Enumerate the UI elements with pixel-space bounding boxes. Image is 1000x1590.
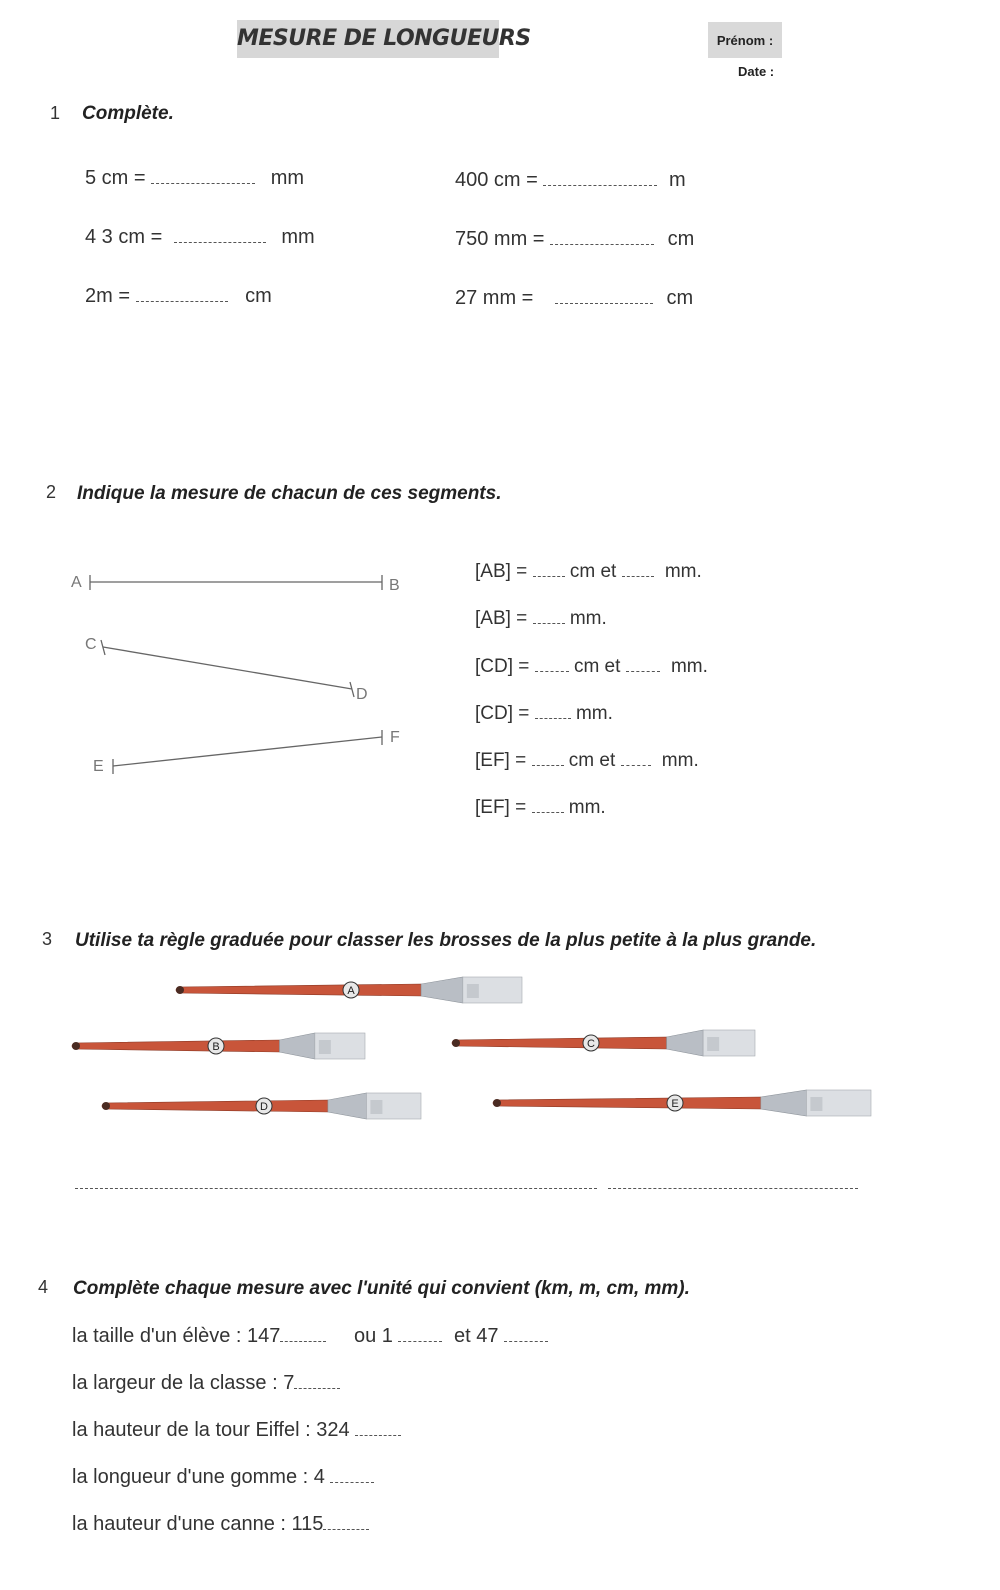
answer-blank[interactable] xyxy=(355,1421,401,1436)
q2-lhs: [EF] = xyxy=(475,750,527,771)
point-b-label: B xyxy=(389,577,400,594)
q2-lhs: [EF] = xyxy=(475,797,527,818)
q2-lhs: [AB] = xyxy=(475,561,528,582)
ranking-answer-line[interactable] xyxy=(608,1188,858,1189)
q1-unit: m xyxy=(668,169,686,191)
q1-unit: cm xyxy=(245,285,272,307)
answer-blank[interactable] xyxy=(398,1327,442,1342)
q3-number: 3 xyxy=(42,929,53,949)
q1-lhs: 400 cm = xyxy=(455,169,538,191)
prenom-field[interactable]: Prénom : xyxy=(708,22,782,58)
paintbrush-b xyxy=(72,1033,365,1059)
point-d-label: D xyxy=(356,686,368,703)
q4-text: la hauteur d'une canne : 115 xyxy=(72,1513,324,1535)
q2-number: 2 xyxy=(46,482,57,502)
q1-lhs: 4 3 cm = xyxy=(85,226,163,248)
q4-number: 4 xyxy=(38,1277,49,1297)
point-f-label: F xyxy=(390,729,400,746)
q4-line xyxy=(72,1466,374,1489)
q2-mid: cm et xyxy=(573,656,621,677)
q4-line xyxy=(72,1513,369,1536)
q4-line xyxy=(72,1325,548,1348)
q4-text: ou 1 xyxy=(353,1325,393,1347)
paintbrush-a xyxy=(176,977,522,1003)
date-field[interactable]: Date : xyxy=(738,64,775,79)
answer-blank[interactable] xyxy=(323,1515,369,1530)
brush-label: C xyxy=(587,1038,595,1050)
q2-mid: cm et xyxy=(568,750,616,771)
q1-lhs: 2m = xyxy=(85,285,131,307)
q2-instruction: Indique la mesure de chacun de ces segments. xyxy=(77,483,502,504)
q4-text: la taille d'un élève : 147 xyxy=(72,1325,281,1347)
q1-lhs: 27 mm = xyxy=(455,287,534,309)
paintbrush-d xyxy=(102,1093,421,1119)
q4-text: la hauteur de la tour Eiffel : 324 xyxy=(72,1419,350,1441)
brush-label: B xyxy=(212,1041,220,1053)
q1-unit: mm xyxy=(281,226,315,248)
q4-line xyxy=(72,1419,401,1442)
brush-label: E xyxy=(671,1098,679,1110)
q2-unit: mm. xyxy=(568,797,606,818)
q2-unit: mm. xyxy=(664,561,702,582)
point-c-label: C xyxy=(85,636,97,653)
q1-lhs: 5 cm = xyxy=(85,167,146,189)
q1-unit: mm xyxy=(270,167,305,189)
answer-blank[interactable] xyxy=(280,1327,326,1342)
q4-text: la longueur d'une gomme : 4 xyxy=(72,1466,325,1488)
q1-number: 1 xyxy=(50,103,61,123)
q4-instruction: Complète chaque mesure avec l'unité qui convient (km, m, cm, mm). xyxy=(73,1278,690,1299)
q2-unit: mm. xyxy=(569,608,607,629)
worksheet-title: MESURE DE LONGUEURS xyxy=(237,20,499,58)
paintbrush-e xyxy=(493,1090,871,1116)
ranking-answer-line[interactable] xyxy=(75,1188,597,1189)
point-a-label: A xyxy=(71,574,82,591)
brush-label: D xyxy=(260,1101,268,1113)
q2-unit: mm. xyxy=(575,703,613,724)
paintbrush-c xyxy=(452,1030,755,1056)
q1-lhs: 750 mm = xyxy=(455,228,545,250)
q4-text: la largeur de la classe : 7 xyxy=(72,1372,295,1394)
q2-mid: cm et xyxy=(569,561,617,582)
q2-lhs: [AB] = xyxy=(475,608,528,629)
point-e-label: E xyxy=(93,758,104,775)
q2-lhs: [CD] = xyxy=(475,703,530,724)
answer-blank[interactable] xyxy=(504,1327,548,1342)
q3-instruction: Utilise ta règle graduée pour classer les brosses de la plus petite à la plus grande. xyxy=(75,930,817,951)
q2-unit: mm. xyxy=(670,656,708,677)
q4-text: et 47 xyxy=(454,1325,499,1347)
answer-blank[interactable] xyxy=(294,1374,340,1389)
q1-unit: cm xyxy=(666,287,694,309)
q2-unit: mm. xyxy=(661,750,699,771)
answer-blank[interactable] xyxy=(330,1468,374,1483)
q2-lhs: [CD] = xyxy=(475,656,530,677)
brush-label: A xyxy=(347,985,355,997)
q1-instruction: Complète. xyxy=(82,103,174,124)
q4-line xyxy=(72,1372,340,1395)
q1-unit: cm xyxy=(667,228,695,250)
